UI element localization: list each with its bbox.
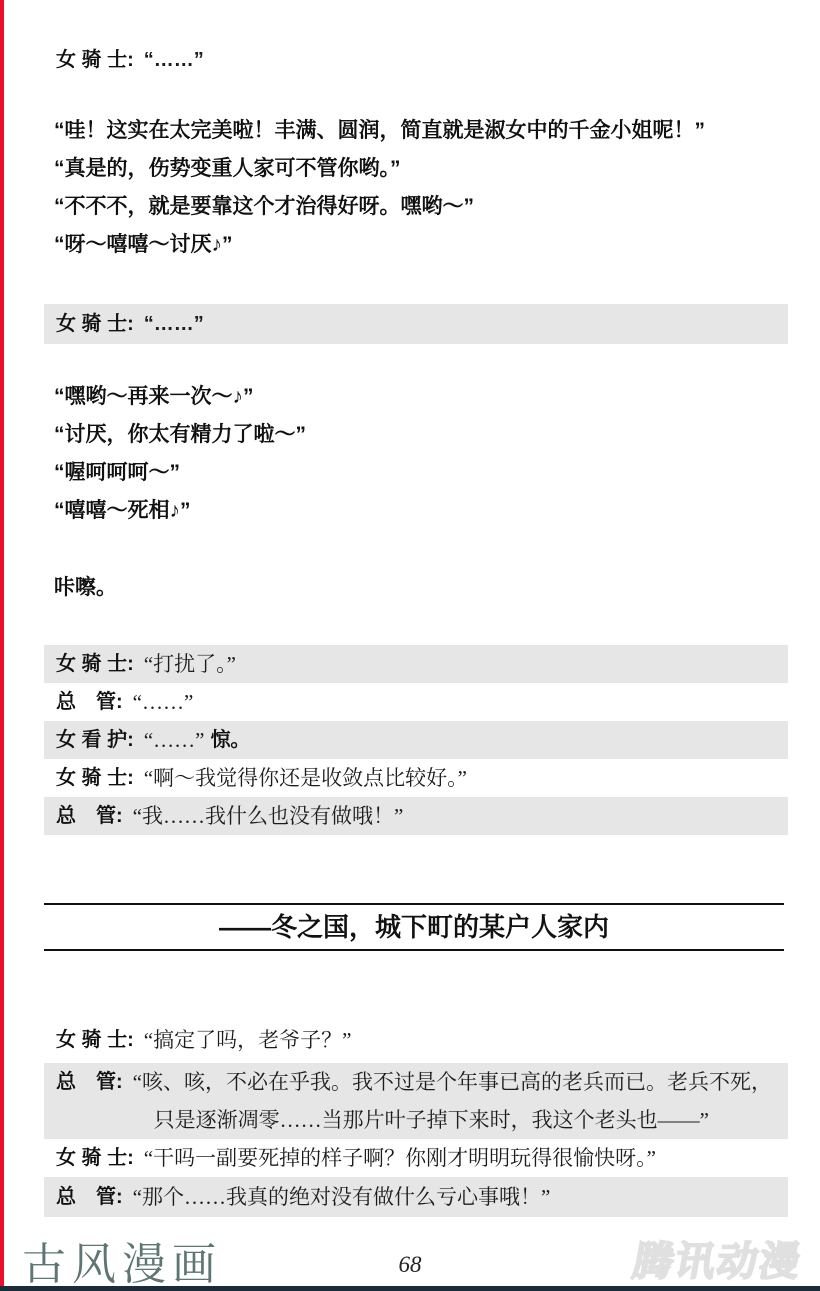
- quote-line: “讨厌，你太有精力了啦～”: [54, 423, 306, 446]
- dialogue-row: [44, 721, 788, 759]
- quote-block: [44, 112, 798, 264]
- sfx-text: 咔嚓。: [54, 576, 117, 599]
- page-number: 68: [398, 1252, 422, 1277]
- dialogue-quote: “……”: [132, 690, 194, 714]
- dialogue-row: [44, 304, 788, 344]
- dialogue-row: [44, 683, 788, 721]
- speaker-label: 女 骑 士:: [56, 313, 134, 335]
- left-edge-line: [0, 0, 4, 1291]
- dialogue-row: [44, 1063, 788, 1139]
- watermark: 腾讯动漫: [629, 1240, 806, 1284]
- dialogue-quote: “……”: [143, 728, 205, 752]
- speaker-label: 总 管:: [56, 805, 123, 827]
- speaker-label: 女 骑 士:: [56, 1029, 134, 1051]
- quote-line: “不不不，就是要靠这个才治得好呀。嘿哟～”: [54, 195, 474, 218]
- quote-line: “真是的，伤势变重人家可不管你哟。”: [54, 157, 401, 180]
- dialogue-quote: “那个……我真的绝对没有做什么亏心事哦！”: [132, 1185, 551, 1209]
- dialogue-quote: “打扰了。”: [143, 652, 236, 676]
- section-heading: ——冬之国，城下町的某户人家内: [44, 903, 784, 951]
- quote-block: [44, 378, 798, 530]
- speaker-label: 女 骑 士:: [56, 1147, 134, 1169]
- quote-line: “喔呵呵呵～”: [54, 461, 180, 484]
- dialogue-row: [44, 1177, 788, 1217]
- dialogue-quote: “我……我什么也没有做哦！”: [132, 804, 404, 828]
- footer-brand: 古风漫画: [22, 1240, 222, 1289]
- dialogue-row: [44, 645, 788, 683]
- quote-line: “嘻嘻～死相♪”: [54, 499, 191, 522]
- dialogue-quote: [133, 1063, 772, 1139]
- quote-line: “哇！这实在太完美啦！丰满、圆润，简直就是淑女中的千金小姐呢！”: [54, 119, 705, 142]
- quote-line: 只是逐渐凋零……当那片叶子掉下来时，我这个老头也——”: [153, 1108, 709, 1132]
- dialogue-quote: “……”: [143, 49, 204, 71]
- quote-line: “嘿哟～再来一次～♪”: [54, 385, 254, 408]
- dialogue-quote: “……”: [143, 313, 204, 335]
- dialogue-quote: “啊～我觉得你还是收敛点比较好。”: [143, 766, 467, 790]
- dialogue-row: [44, 797, 788, 835]
- dialogue-quote: “干吗一副要死掉的样子啊？你刚才明明玩得很愉快呀。”: [143, 1146, 656, 1170]
- quote-line: “呀～嘻嘻～讨厌♪”: [54, 233, 233, 256]
- speaker-label: 女 骑 士:: [56, 653, 134, 675]
- speaker-label: 总 管:: [56, 1071, 123, 1093]
- speaker-label: 女 骑 士:: [56, 767, 134, 789]
- sfx-suffix: 惊。: [210, 729, 251, 751]
- dialogue-row: [44, 41, 788, 79]
- dialogue-quote: “搞定了吗，老爷子？”: [143, 1028, 352, 1052]
- quote-line: “咳、咳，不必在乎我。我不过是个年事已高的老兵而已。老兵不死，: [132, 1070, 772, 1094]
- speaker-label: 女 骑 士:: [56, 49, 134, 71]
- speaker-label: 总 管:: [56, 691, 123, 713]
- speaker-label: 女 看 护:: [56, 729, 134, 751]
- speaker-label: 总 管:: [56, 1186, 123, 1208]
- dialogue-row: [44, 759, 788, 797]
- dialogue-row: [44, 1021, 788, 1059]
- dialogue-row: [44, 1139, 788, 1177]
